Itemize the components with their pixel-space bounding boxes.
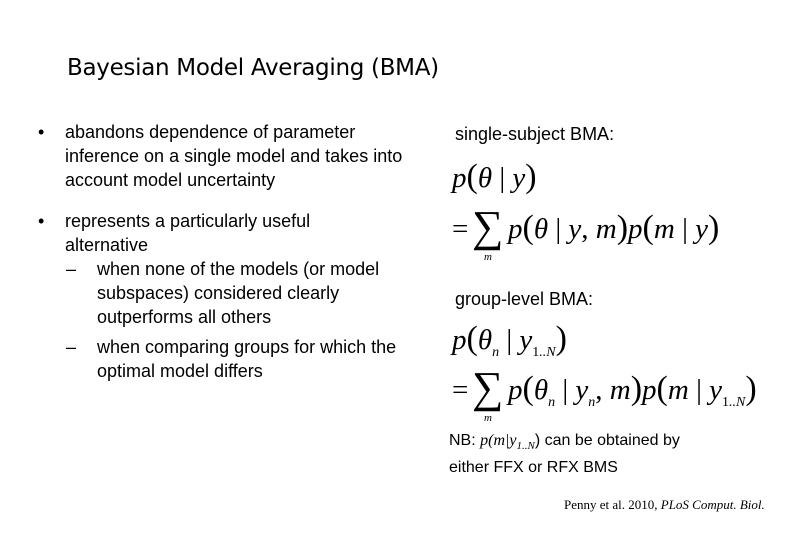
- citation: Penny et al. 2010, PLoS Comput. Biol.: [564, 497, 765, 512]
- sub-bullet-text: when comparing groups for which the optimal model differs: [97, 337, 397, 381]
- group-level-heading: group-level BMA:: [455, 289, 594, 309]
- slide-title: Bayesian Model Averaging (BMA): [67, 55, 439, 81]
- single-bma-sum-expression: = ∑ m p(θ | y, m)p(m | y): [452, 202, 720, 263]
- sub-bullet-item: [66, 257, 417, 329]
- bullet-item: [38, 209, 410, 383]
- bullet-text: represents a particularly useful alternative: [65, 211, 311, 255]
- dash-icon: –: [66, 337, 77, 357]
- group-bma-sum-expression: = ∑ m $p(\theta_n$ | $y_n$, m)p(m | $y_{1..N}$): [452, 363, 757, 424]
- bullet-icon: •: [38, 122, 45, 142]
- single-posterior-expression: p(θ | y): [452, 158, 537, 195]
- bullet-icon: •: [38, 211, 45, 231]
- group-posterior-expression: $p(\theta_n$ | $y_{1..N}$): [452, 320, 567, 360]
- dash-icon: –: [66, 259, 77, 279]
- single-subject-heading: single-subject BMA:: [455, 124, 615, 144]
- nb-math: p(m|y: [480, 432, 517, 449]
- citation-journal: PLoS Comput. Biol.: [660, 497, 765, 512]
- bullet-item: [38, 120, 415, 192]
- sub-bullet-item: [66, 335, 417, 383]
- sub-bullet-text: when none of the models (or model subspaces) considered clearly outperforms all others: [97, 259, 380, 327]
- nb-note: NB: $p(m|y_{1..N})$ can be obtained by either FFX or RFX BMS: [449, 432, 680, 477]
- bullet-text: abandons dependence of parameter inference on a single model and takes into account model uncertainty: [65, 122, 403, 190]
